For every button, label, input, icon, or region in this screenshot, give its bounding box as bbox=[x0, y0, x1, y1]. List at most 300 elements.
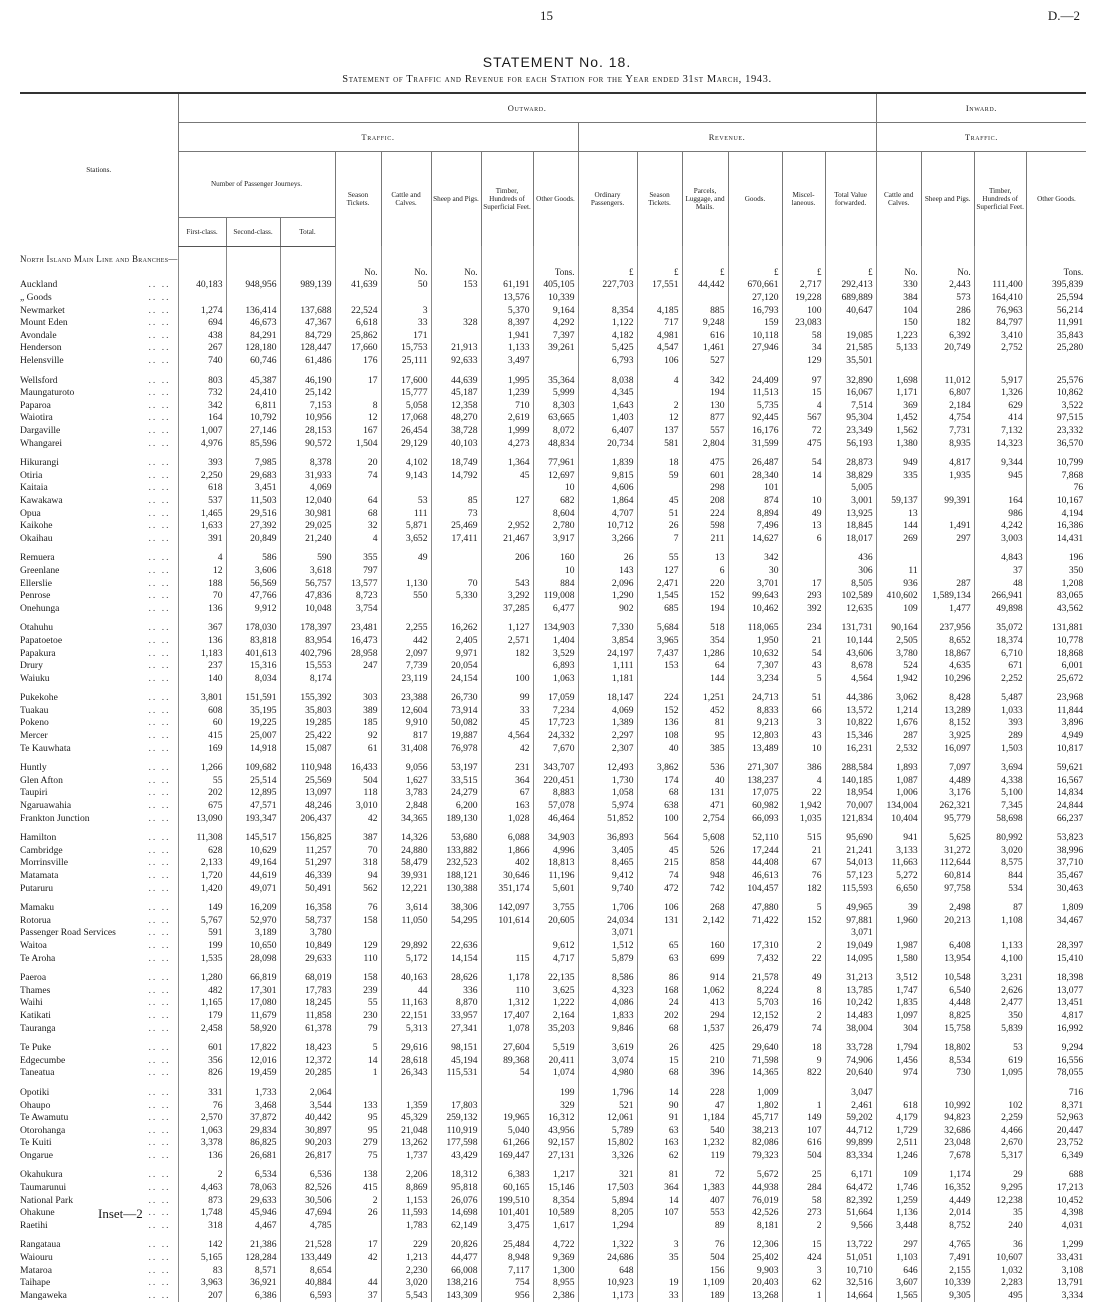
station-name bbox=[20, 952, 178, 965]
leader-dots: .. .. bbox=[148, 914, 171, 926]
value-cell: 689,889 bbox=[825, 291, 876, 304]
value-cell: 26,817 bbox=[280, 1149, 335, 1162]
value-cell: 12,493 bbox=[578, 761, 637, 774]
leader-dots: .. .. bbox=[148, 552, 171, 564]
leader-dots: .. .. bbox=[148, 660, 171, 672]
value-cell: 38,213 bbox=[728, 1124, 782, 1137]
value-cell: 149 bbox=[782, 1111, 825, 1124]
value-cell bbox=[682, 927, 728, 940]
value-cell: 289 bbox=[974, 729, 1026, 742]
leader-dots: .. .. bbox=[148, 564, 171, 576]
value-cell: 21,578 bbox=[728, 971, 782, 984]
value-cell: 279 bbox=[335, 1137, 381, 1150]
value-cell: 1,213 bbox=[381, 1251, 431, 1264]
revenue-header: Revenue. bbox=[578, 123, 876, 152]
value-cell: 27,120 bbox=[728, 291, 782, 304]
value-cell: 33,957 bbox=[431, 1009, 481, 1022]
unit-cell: No. bbox=[921, 266, 974, 279]
value-cell: 112,644 bbox=[921, 857, 974, 870]
value-cell bbox=[825, 316, 876, 329]
value-cell: 3,780 bbox=[876, 647, 921, 660]
value-cell: 685 bbox=[637, 602, 682, 615]
station-name bbox=[20, 901, 178, 914]
value-cell: 438 bbox=[178, 329, 226, 342]
leader-dots: .. .. bbox=[148, 1182, 171, 1194]
station-name bbox=[20, 1181, 178, 1194]
value-cell: 4,345 bbox=[578, 386, 637, 399]
value-cell: 562 bbox=[335, 882, 381, 895]
value-cell: 4,635 bbox=[921, 659, 974, 672]
value-cell: 10,339 bbox=[921, 1276, 974, 1289]
value-cell: 9,294 bbox=[1026, 1041, 1086, 1054]
value-cell: 76,019 bbox=[728, 1194, 782, 1207]
value-cell: 471 bbox=[682, 799, 728, 812]
value-cell: 47,694 bbox=[280, 1206, 335, 1219]
value-cell: 7,491 bbox=[921, 1251, 974, 1264]
value-cell: 97 bbox=[782, 374, 825, 387]
leader-dots: .. .. bbox=[148, 425, 171, 437]
value-cell: 386 bbox=[782, 761, 825, 774]
value-cell: 1,035 bbox=[782, 812, 825, 825]
value-cell: 92,157 bbox=[533, 1137, 578, 1150]
station-row bbox=[20, 729, 1086, 742]
value-cell: 1 bbox=[782, 1099, 825, 1112]
value-cell: 14 bbox=[782, 469, 825, 482]
value-cell: 22 bbox=[782, 787, 825, 800]
value-cell: 48,246 bbox=[280, 799, 335, 812]
station-name-text: Helensville bbox=[20, 355, 64, 367]
value-cell: 227,703 bbox=[578, 279, 637, 292]
value-cell: 5,684 bbox=[637, 622, 682, 635]
value-cell: 8 bbox=[335, 399, 381, 412]
value-cell: 99 bbox=[481, 692, 533, 705]
value-cell: 76 bbox=[1026, 482, 1086, 495]
value-cell: 99,899 bbox=[825, 1137, 876, 1150]
value-cell: 4,448 bbox=[921, 997, 974, 1010]
value-cell: 1,545 bbox=[637, 589, 682, 602]
leader-dots: .. .. bbox=[148, 1054, 171, 1066]
value-cell: 1,565 bbox=[876, 1289, 921, 1302]
value-cell: 7,345 bbox=[974, 799, 1026, 812]
value-cell: 4,102 bbox=[381, 456, 431, 469]
value-cell: 6,407 bbox=[578, 424, 637, 437]
station-name-text: Waihi bbox=[20, 997, 43, 1009]
station-row bbox=[20, 812, 1086, 825]
value-cell: 4,765 bbox=[921, 1239, 974, 1252]
station-name bbox=[20, 1194, 178, 1207]
value-cell: 104 bbox=[876, 304, 921, 317]
value-cell: 16,556 bbox=[1026, 1054, 1086, 1067]
value-cell: 504 bbox=[682, 1251, 728, 1264]
value-cell: 4,273 bbox=[481, 437, 533, 450]
value-cell: 2,511 bbox=[876, 1137, 921, 1150]
value-cell: 8,534 bbox=[921, 1054, 974, 1067]
value-cell bbox=[533, 354, 578, 367]
value-cell: 10,048 bbox=[280, 602, 335, 615]
value-cell: 803 bbox=[178, 374, 226, 387]
value-cell: 1,941 bbox=[481, 329, 533, 342]
value-cell: 58 bbox=[782, 329, 825, 342]
value-cell: 10,778 bbox=[1026, 634, 1086, 647]
station-name-text: Pukekohe bbox=[20, 692, 58, 704]
traffic-revenue-table bbox=[20, 92, 1086, 1302]
value-cell: 9 bbox=[782, 1054, 825, 1067]
value-cell: 3,176 bbox=[921, 787, 974, 800]
value-cell: 1,032 bbox=[974, 1264, 1026, 1277]
value-cell: 14,326 bbox=[381, 831, 431, 844]
value-cell: 40,442 bbox=[280, 1111, 335, 1124]
leader-dots: .. .. bbox=[148, 482, 171, 494]
value-cell: 81 bbox=[637, 1169, 682, 1182]
value-cell: 5,272 bbox=[876, 869, 921, 882]
value-cell: 37,285 bbox=[481, 602, 533, 615]
value-cell: 54,295 bbox=[431, 914, 481, 927]
value-cell: 46,613 bbox=[728, 869, 782, 882]
station-name-text: Putaruru bbox=[20, 882, 54, 894]
leader-dots: .. .. bbox=[148, 1042, 171, 1054]
station-name-text: Mangaweka bbox=[20, 1289, 67, 1301]
value-cell: 152 bbox=[782, 914, 825, 927]
station-name bbox=[20, 374, 178, 387]
value-cell: 13,090 bbox=[178, 812, 226, 825]
leader-dots: .. .. bbox=[148, 317, 171, 329]
value-cell: 3,071 bbox=[825, 927, 876, 940]
value-cell: 164 bbox=[178, 412, 226, 425]
value-cell: 1,562 bbox=[876, 424, 921, 437]
value-cell: 36 bbox=[974, 1239, 1026, 1252]
value-cell: 211 bbox=[682, 532, 728, 545]
value-cell: 3,694 bbox=[974, 761, 1026, 774]
value-cell: 26 bbox=[637, 1041, 682, 1054]
value-cell: 24 bbox=[637, 997, 682, 1010]
passenger-journeys-header: Number of Passenger Journeys. bbox=[178, 152, 335, 218]
row-spacer bbox=[20, 1034, 1086, 1041]
value-cell: 110 bbox=[481, 984, 533, 997]
value-cell: 482 bbox=[178, 984, 226, 997]
second-class-header: Second-class. bbox=[226, 217, 280, 246]
value-cell: 9,305 bbox=[921, 1289, 974, 1302]
value-cell: 2,471 bbox=[637, 577, 682, 590]
value-cell: 118 bbox=[335, 787, 381, 800]
value-cell: 18,017 bbox=[825, 532, 876, 545]
inward-cattle-header: Cattle and Calves. bbox=[876, 152, 921, 247]
value-cell: 68 bbox=[637, 1022, 682, 1035]
value-cell: 83 bbox=[178, 1264, 226, 1277]
value-cell: 424 bbox=[782, 1251, 825, 1264]
value-cell: 10,792 bbox=[226, 412, 280, 425]
value-cell: 1,452 bbox=[876, 412, 921, 425]
leader-dots: .. .. bbox=[148, 507, 171, 519]
value-cell: 294 bbox=[682, 1009, 728, 1022]
value-cell: 78,063 bbox=[226, 1181, 280, 1194]
value-cell: 699 bbox=[682, 952, 728, 965]
value-cell: 3,497 bbox=[481, 354, 533, 367]
station-row bbox=[20, 672, 1086, 685]
value-cell: 5,625 bbox=[921, 831, 974, 844]
value-cell: 826 bbox=[178, 1067, 226, 1080]
value-cell: 224 bbox=[682, 507, 728, 520]
value-cell: 97,881 bbox=[825, 914, 876, 927]
station-row bbox=[20, 742, 1086, 755]
value-cell: 12,635 bbox=[825, 602, 876, 615]
value-cell: 4,466 bbox=[974, 1124, 1026, 1137]
value-cell: 13,289 bbox=[921, 704, 974, 717]
value-cell: 142 bbox=[178, 1239, 226, 1252]
value-cell: 2,804 bbox=[682, 437, 728, 450]
value-cell: 20,640 bbox=[825, 1067, 876, 1080]
value-cell: 1,404 bbox=[533, 634, 578, 647]
station-name bbox=[20, 1137, 178, 1150]
value-cell bbox=[921, 507, 974, 520]
value-cell: 210 bbox=[682, 1054, 728, 1067]
value-cell: 32,516 bbox=[825, 1276, 876, 1289]
value-cell: 3,701 bbox=[728, 577, 782, 590]
value-cell: 26,076 bbox=[431, 1194, 481, 1207]
value-cell: 26 bbox=[335, 1206, 381, 1219]
value-cell: 34,365 bbox=[381, 812, 431, 825]
leader-dots: .. .. bbox=[148, 952, 171, 964]
value-cell: 356 bbox=[178, 1054, 226, 1067]
value-cell bbox=[1026, 927, 1086, 940]
value-cell: 46,190 bbox=[280, 374, 335, 387]
station-name-text: „ Goods bbox=[20, 292, 52, 304]
value-cell: 20,403 bbox=[728, 1276, 782, 1289]
value-cell: 4,980 bbox=[578, 1067, 637, 1080]
station-name-text: Paeroa bbox=[20, 972, 47, 984]
value-cell: 45,329 bbox=[381, 1111, 431, 1124]
value-cell: 89 bbox=[682, 1219, 728, 1232]
value-cell: 22,135 bbox=[533, 971, 578, 984]
station-row bbox=[20, 984, 1086, 997]
value-cell: 163 bbox=[481, 799, 533, 812]
value-cell: 8,935 bbox=[921, 437, 974, 450]
value-cell: 271,307 bbox=[728, 761, 782, 774]
value-cell: 521 bbox=[578, 1099, 637, 1112]
value-cell: 10,629 bbox=[226, 844, 280, 857]
value-cell: 115,531 bbox=[431, 1067, 481, 1080]
value-cell: 80,992 bbox=[974, 831, 1026, 844]
leader-dots: .. .. bbox=[148, 457, 171, 469]
station-row bbox=[20, 1194, 1086, 1207]
value-cell: 1,380 bbox=[876, 437, 921, 450]
value-cell: 3,451 bbox=[226, 482, 280, 495]
value-cell: 287 bbox=[876, 729, 921, 742]
value-cell: 17,411 bbox=[431, 532, 481, 545]
value-cell: 8,833 bbox=[728, 704, 782, 717]
value-cell: 10,956 bbox=[280, 412, 335, 425]
value-cell: 3,410 bbox=[974, 329, 1026, 342]
value-cell: 1,809 bbox=[1026, 901, 1086, 914]
value-cell: 7,234 bbox=[533, 704, 578, 717]
value-cell: 25,672 bbox=[1026, 672, 1086, 685]
leader-dots: .. .. bbox=[148, 774, 171, 786]
value-cell: 23,388 bbox=[381, 692, 431, 705]
value-cell: 694 bbox=[178, 316, 226, 329]
value-cell: 8,575 bbox=[974, 857, 1026, 870]
value-cell: 1,802 bbox=[728, 1099, 782, 1112]
value-cell: 1,007 bbox=[178, 424, 226, 437]
station-name bbox=[20, 659, 178, 672]
value-cell: 884 bbox=[533, 577, 578, 590]
value-cell: 504 bbox=[782, 1149, 825, 1162]
value-cell: 51,852 bbox=[578, 812, 637, 825]
value-cell: 49,898 bbox=[974, 602, 1026, 615]
value-cell: 20,447 bbox=[1026, 1124, 1086, 1137]
value-cell: 54,013 bbox=[825, 857, 876, 870]
value-cell: 1,730 bbox=[578, 774, 637, 787]
value-cell: 60 bbox=[178, 717, 226, 730]
value-cell: 581 bbox=[637, 437, 682, 450]
row-spacer bbox=[20, 1232, 1086, 1239]
value-cell: 675 bbox=[178, 799, 226, 812]
station-name-text: Taupiri bbox=[20, 787, 48, 799]
value-cell: 50 bbox=[381, 279, 431, 292]
value-cell: 8,303 bbox=[533, 399, 578, 412]
value-cell: 8,654 bbox=[280, 1264, 335, 1277]
value-cell: 1,456 bbox=[876, 1054, 921, 1067]
value-cell: 199,510 bbox=[481, 1194, 533, 1207]
value-cell: 13 bbox=[876, 507, 921, 520]
station-name bbox=[20, 482, 178, 495]
value-cell: 47,571 bbox=[226, 799, 280, 812]
station-name bbox=[20, 1099, 178, 1112]
value-cell: 14,095 bbox=[825, 952, 876, 965]
section-header-row bbox=[20, 254, 1086, 267]
value-cell: 629 bbox=[974, 399, 1026, 412]
value-cell: 5 bbox=[782, 901, 825, 914]
value-cell: 540 bbox=[682, 1124, 728, 1137]
value-cell: 3 bbox=[782, 717, 825, 730]
value-cell: 8,955 bbox=[533, 1276, 578, 1289]
station-name-text: Onehunga bbox=[20, 602, 60, 614]
value-cell: 13,268 bbox=[728, 1289, 782, 1302]
value-cell: 44,639 bbox=[431, 374, 481, 387]
value-cell: 1,103 bbox=[876, 1251, 921, 1264]
value-cell: 10 bbox=[533, 564, 578, 577]
station-name-text: Ngaruawahia bbox=[20, 800, 72, 812]
value-cell: 740 bbox=[178, 354, 226, 367]
value-cell: 328 bbox=[431, 316, 481, 329]
value-cell: 304 bbox=[876, 1022, 921, 1035]
value-cell: 385 bbox=[682, 742, 728, 755]
value-cell: 136 bbox=[178, 602, 226, 615]
leader-dots: .. .. bbox=[148, 902, 171, 914]
value-cell: 648 bbox=[578, 1264, 637, 1277]
value-cell: 16,793 bbox=[728, 304, 782, 317]
value-cell: 110 bbox=[335, 952, 381, 965]
value-cell: 138 bbox=[335, 1169, 381, 1182]
value-cell: 14,431 bbox=[1026, 532, 1086, 545]
value-cell: 70 bbox=[178, 589, 226, 602]
value-cell: 504 bbox=[335, 774, 381, 787]
value-cell: 37 bbox=[974, 564, 1026, 577]
value-cell bbox=[335, 482, 381, 495]
value-cell: 18,802 bbox=[921, 1041, 974, 1054]
value-cell: 152 bbox=[682, 589, 728, 602]
station-row bbox=[20, 519, 1086, 532]
leader-dots: .. .. bbox=[148, 730, 171, 742]
value-cell: 82,086 bbox=[728, 1137, 782, 1150]
station-name bbox=[20, 494, 178, 507]
value-cell: 65 bbox=[637, 939, 682, 952]
value-cell: 5,100 bbox=[974, 787, 1026, 800]
value-cell: 4,194 bbox=[1026, 507, 1086, 520]
value-cell: 3,783 bbox=[381, 787, 431, 800]
value-cell bbox=[431, 482, 481, 495]
station-row bbox=[20, 316, 1086, 329]
value-cell: 33 bbox=[381, 316, 431, 329]
value-cell: 37,710 bbox=[1026, 857, 1086, 870]
value-cell: 131,731 bbox=[825, 622, 876, 635]
value-cell: 1,643 bbox=[578, 399, 637, 412]
leader-dots: .. .. bbox=[148, 939, 171, 951]
value-cell: 267 bbox=[178, 342, 226, 355]
value-cell: 164,410 bbox=[974, 291, 1026, 304]
value-cell bbox=[974, 482, 1026, 495]
value-cell: 145,517 bbox=[226, 831, 280, 844]
value-cell: 670,661 bbox=[728, 279, 782, 292]
value-cell bbox=[280, 291, 335, 304]
value-cell: 229 bbox=[381, 1239, 431, 1252]
value-cell: 44 bbox=[335, 1276, 381, 1289]
value-cell: 2,142 bbox=[682, 914, 728, 927]
value-cell: 18,868 bbox=[1026, 647, 1086, 660]
value-cell: 27,946 bbox=[728, 342, 782, 355]
value-cell: 1,136 bbox=[876, 1206, 921, 1219]
value-cell: 26,343 bbox=[381, 1067, 431, 1080]
value-cell: 178,397 bbox=[280, 622, 335, 635]
inward-timber-header: Timber, Hundreds of Superficial Feet. bbox=[974, 152, 1026, 247]
value-cell: 298 bbox=[682, 482, 728, 495]
value-cell: 822 bbox=[782, 1067, 825, 1080]
value-cell: 27,341 bbox=[431, 1022, 481, 1035]
value-cell: 342 bbox=[682, 374, 728, 387]
leader-dots: .. .. bbox=[148, 1289, 171, 1301]
station-name-text: Ongarue bbox=[20, 1149, 54, 1161]
value-cell: 74 bbox=[637, 869, 682, 882]
value-cell: 140 bbox=[178, 672, 226, 685]
value-cell: 66,237 bbox=[1026, 812, 1086, 825]
value-cell bbox=[481, 564, 533, 577]
value-cell: 76,963 bbox=[974, 304, 1026, 317]
value-cell: 100 bbox=[637, 812, 682, 825]
value-cell: 13,925 bbox=[825, 507, 876, 520]
value-cell: 885 bbox=[682, 304, 728, 317]
value-cell: 3,475 bbox=[481, 1219, 533, 1232]
station-row bbox=[20, 1022, 1086, 1035]
value-cell bbox=[381, 927, 431, 940]
value-cell: 1 bbox=[335, 1067, 381, 1080]
value-cell: 8,465 bbox=[578, 857, 637, 870]
value-cell: 1,893 bbox=[876, 761, 921, 774]
station-row bbox=[20, 424, 1086, 437]
value-cell: 61,378 bbox=[280, 1022, 335, 1035]
station-name bbox=[20, 1009, 178, 1022]
value-cell: 20,411 bbox=[533, 1054, 578, 1067]
footer-inset: Inset—2 bbox=[98, 1206, 143, 1221]
value-cell: 38,306 bbox=[431, 901, 481, 914]
value-cell: 948,956 bbox=[226, 279, 280, 292]
value-cell: 6,001 bbox=[1026, 659, 1086, 672]
value-cell: 4,817 bbox=[921, 456, 974, 469]
value-cell: 936 bbox=[876, 577, 921, 590]
value-cell: 206 bbox=[481, 552, 533, 565]
station-row bbox=[20, 329, 1086, 342]
value-cell: 24,410 bbox=[226, 386, 280, 399]
value-cell: 9,344 bbox=[974, 456, 1026, 469]
value-cell: 3,754 bbox=[335, 602, 381, 615]
value-cell: 86,825 bbox=[226, 1137, 280, 1150]
